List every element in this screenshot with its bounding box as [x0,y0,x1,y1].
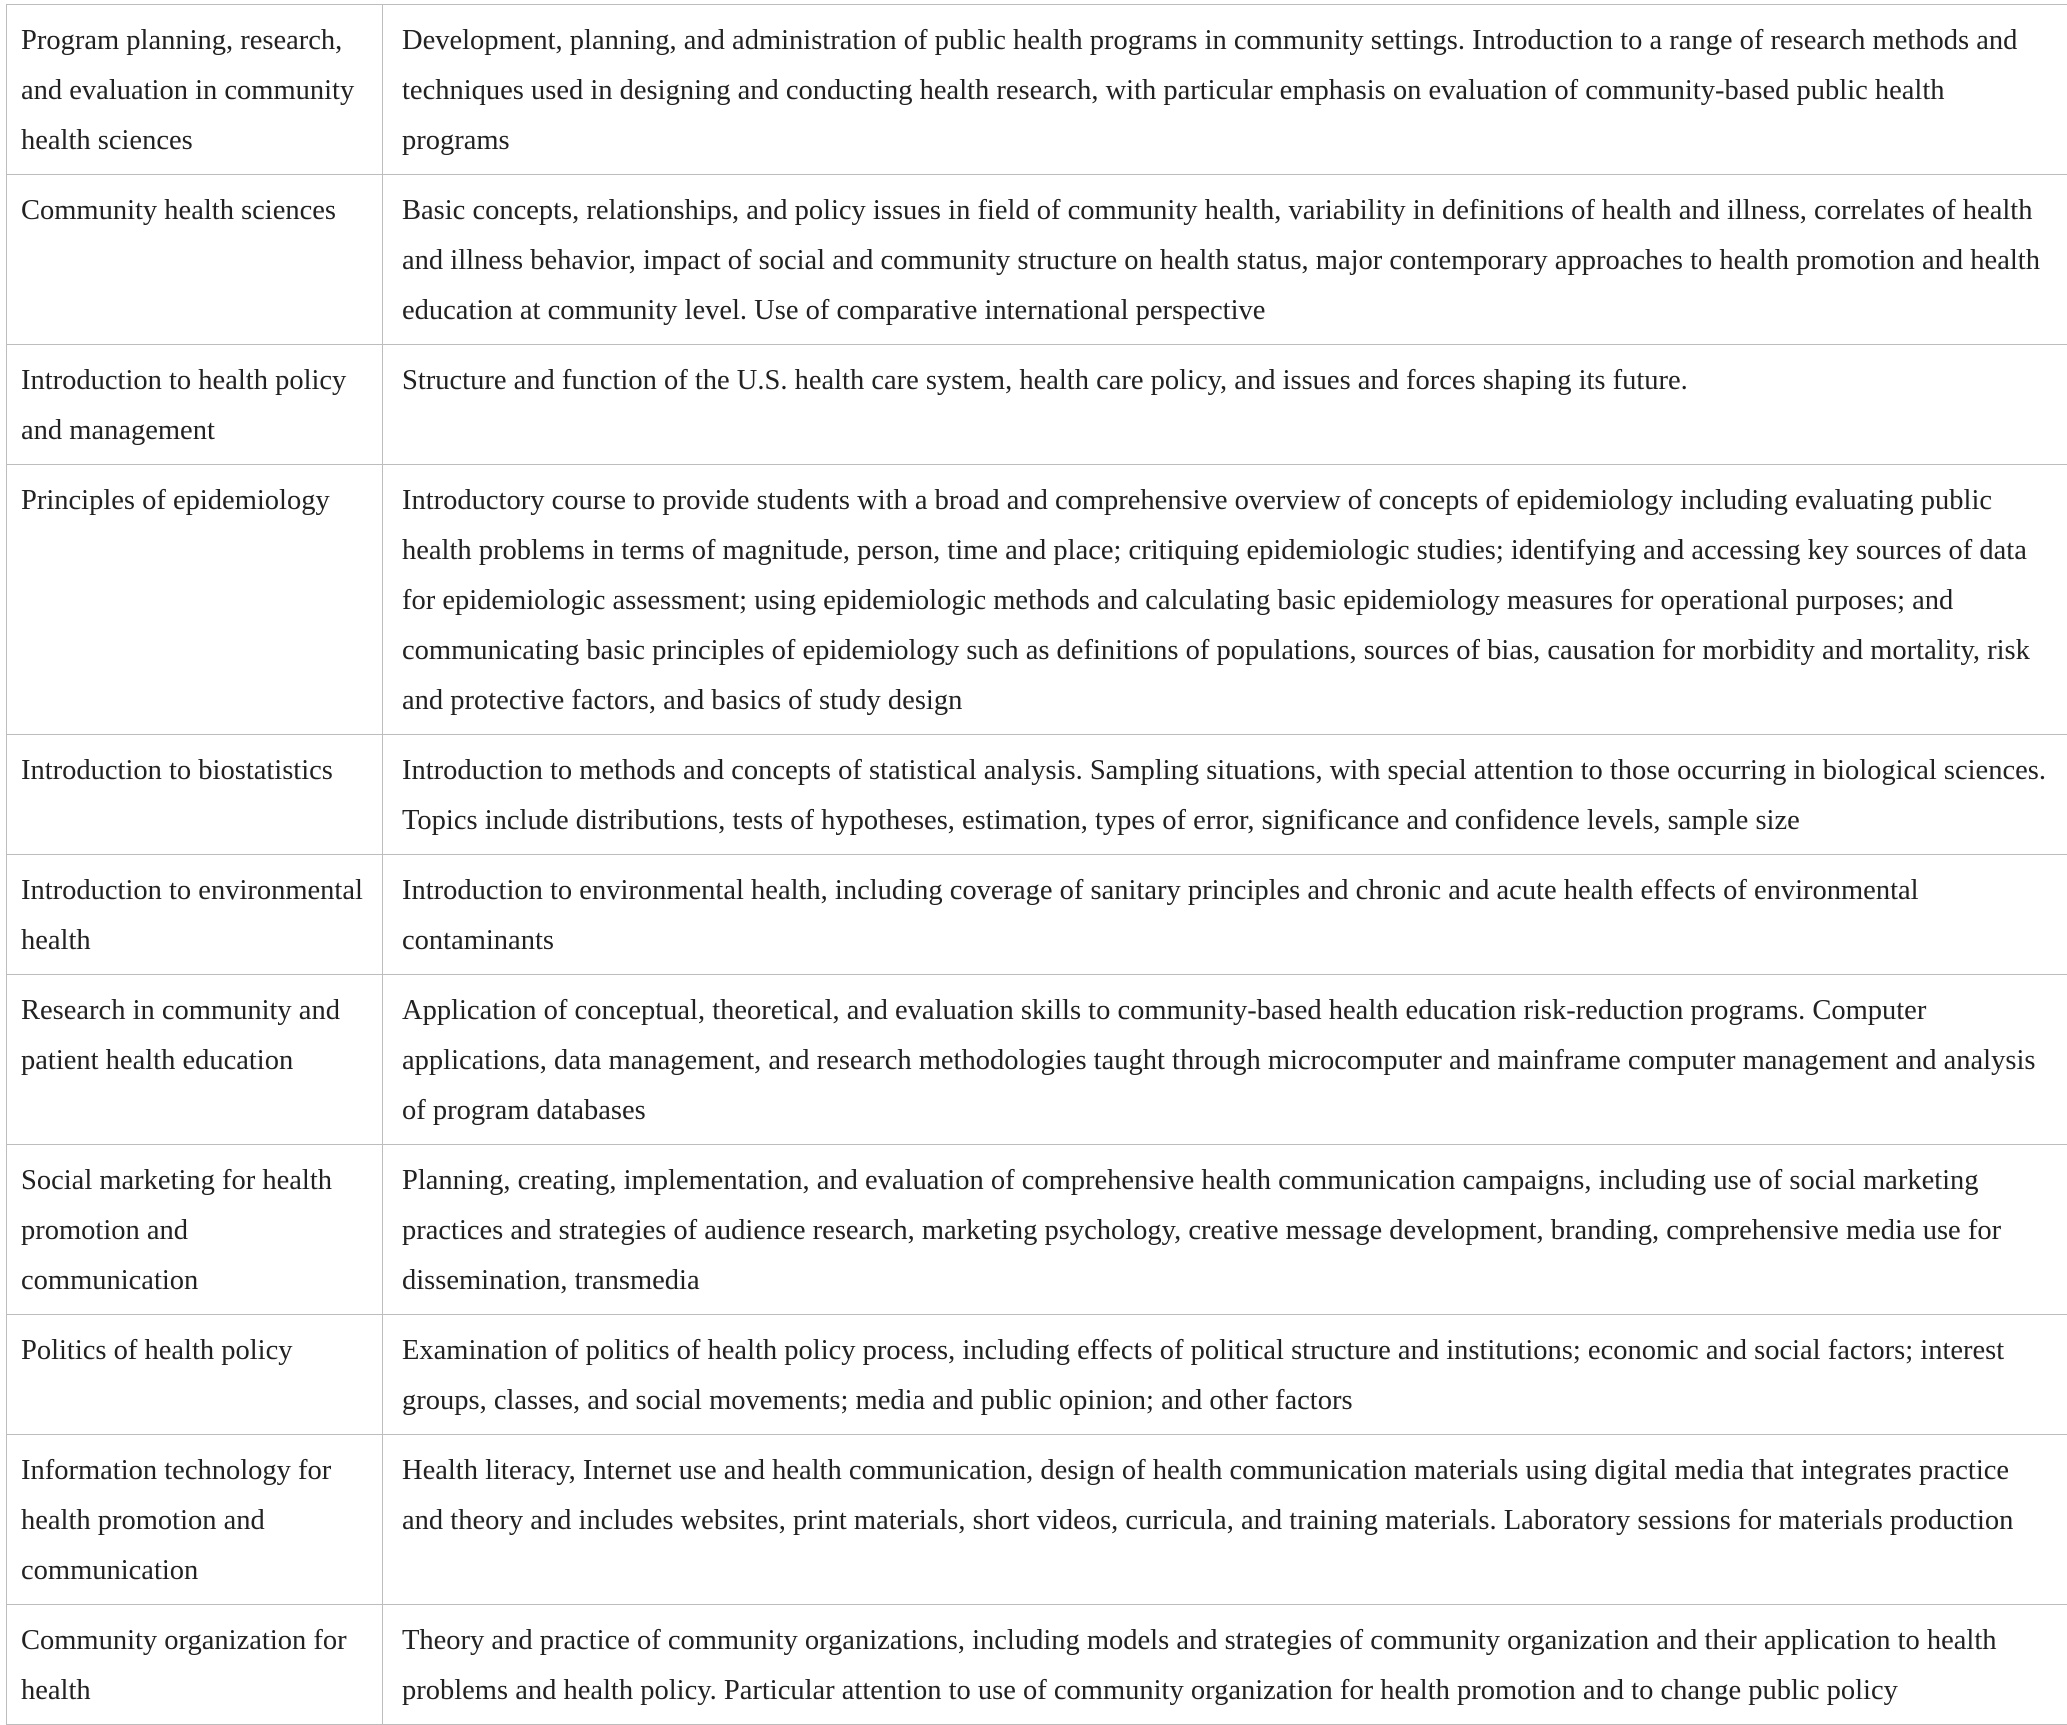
course-description-cell: Introduction to methods and concepts of statistical analysis. Sampling situations, with special attention to those occurring in biological sciences. Topics include distributions, tests of hypotheses, estimation, types of error, significance and confidence levels, sample size [383,735,2067,855]
table-row [7,5,2067,175]
table-row [7,975,2067,1145]
course-description-cell: Application of conceptual, theoretical, and evaluation skills to community-based health education risk-reduction programs. Computer applications, data management, and research methodologies taught through microcomputer and mainframe computer management and analysis of program databases [383,975,2067,1145]
course-description-cell: Introductory course to provide students with a broad and comprehensive overview of concepts of epidemiology including evaluating public health problems in terms of magnitude, person, time and place; critiquing epidemiologic studies; identifying and accessing key sources of data for epidemiologic assessment; using epidemiologic methods and calculating basic epidemiology measures for operational purposes; and communicating basic principles of epidemiology such as definitions of populations, sources of bias, causation for morbidity and mortality, risk and protective factors, and basics of study design [383,465,2067,735]
table-row [7,345,2067,465]
course-name-cell: Principles of epidemiology [7,465,383,735]
course-description-cell: Examination of politics of health policy process, including effects of political structure and institutions; economic and social factors; interest groups, classes, and social movements; media and public opinion; and other factors [383,1315,2067,1435]
course-name-cell: Politics of health policy [7,1315,383,1435]
table-row [7,1435,2067,1605]
table-row [7,465,2067,735]
course-description-cell: Development, planning, and administration of public health programs in community settings. Introduction to a range of research methods and techniques used in designing and conducting health research, with particular emphasis on evaluation of community-based public health programs [383,5,2067,175]
course-table-body [7,5,2067,1725]
table-row [7,855,2067,975]
course-description-cell: Structure and function of the U.S. health care system, health care policy, and issues and forces shaping its future. [383,345,2067,465]
table-row [7,1605,2067,1725]
course-name-cell: Community health sciences [7,175,383,345]
course-name-cell: Community organization for health [7,1605,383,1725]
course-description-cell: Planning, creating, implementation, and evaluation of comprehensive health communication campaigns, including use of social marketing practices and strategies of audience research, marketing psychology, creative message development, branding, comprehensive media use for dissemination, transmedia [383,1145,2067,1315]
course-description-cell: Health literacy, Internet use and health communication, design of health communication materials using digital media that integrates practice and theory and includes websites, print materials, short videos, curricula, and training materials. Laboratory sessions for materials production [383,1435,2067,1605]
course-name-cell: Introduction to environmental health [7,855,383,975]
course-description-cell: Introduction to environmental health, including coverage of sanitary principles and chronic and acute health effects of environmental contaminants [383,855,2067,975]
course-table [6,4,2067,1725]
course-description-cell: Basic concepts, relationships, and policy issues in field of community health, variability in definitions of health and illness, correlates of health and illness behavior, impact of social and community structure on health status, major contemporary approaches to health promotion and health education at community level. Use of comparative international perspective [383,175,2067,345]
course-description-cell: Theory and practice of community organizations, including models and strategies of community organization and their application to health problems and health policy. Particular attention to use of community organization for health promotion and to change public policy [383,1605,2067,1725]
table-row [7,735,2067,855]
course-name-cell: Social marketing for health promotion and communication [7,1145,383,1315]
course-name-cell: Program planning, research, and evaluation in community health sciences [7,5,383,175]
table-row [7,1145,2067,1315]
table-row [7,175,2067,345]
course-name-cell: Information technology for health promotion and communication [7,1435,383,1605]
course-name-cell: Introduction to health policy and management [7,345,383,465]
table-row [7,1315,2067,1435]
course-name-cell: Introduction to biostatistics [7,735,383,855]
course-name-cell: Research in community and patient health education [7,975,383,1145]
